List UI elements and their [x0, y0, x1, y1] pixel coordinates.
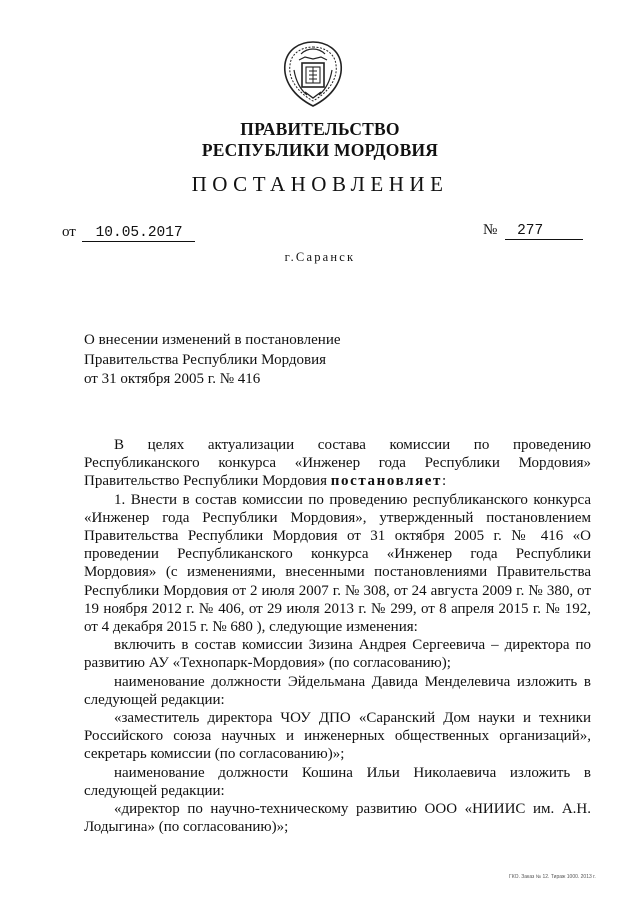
- body-paragraph: включить в состав комиссии Зизина Андрея Сергеевича – директора по развитию АУ «Технопарк-Мордовия» (по согласованию);: [84, 637, 591, 672]
- coat-of-arms-icon: [281, 40, 345, 108]
- document-body: [84, 436, 591, 836]
- government-title: ПРАВИТЕЛЬСТВО: [240, 119, 400, 139]
- print-mark: ГКО. Заказ № 12. Тираж 1000. 2013 г.: [509, 874, 596, 880]
- body-paragraph: наименование должности Эйдельмана Давида Менделевича изложить в следующей редакции:: [84, 673, 591, 708]
- intro-colon: :: [442, 473, 447, 490]
- body-paragraph: «заместитель директора ЧОУ ДПО «Саранский Дом науки и техники Российского союза научных и инженерных общественных организаций», секретарь комиссии (по согласованию)»;: [84, 710, 591, 763]
- document-subject: [84, 331, 341, 390]
- intro-text: В целях актуализации состава комиссии по проведению Республиканского конкурса «Инженер года Республики Мордовия» Правительство Республики Мордовия: [84, 437, 591, 490]
- body-paragraph: наименование должности Кошина Ильи Николаевича изложить в следующей редакции:: [84, 764, 591, 799]
- date-row: [62, 224, 195, 242]
- subject-line: О внесении изменений в постановление: [84, 332, 341, 348]
- subject-line: Правительства Республики Мордовия: [84, 351, 327, 368]
- document-number: 277: [505, 223, 583, 240]
- number-prefix: №: [483, 222, 498, 238]
- item-1-paragraph: 1. Внести в состав комиссии по проведению республиканского конкурса «Инженер года Республики Мордовия», утвержденный постановлением Правительства Республики Мордовия от 31 октября 2005 г. № 416 «О проведении Республиканского конкурса «Инженер года Республики Мордовия» (с изменениями, внесенными постановлениями Правительства Республики Мордовия от 2 июля 2007 г. № 308, от 24 августа 2009 г. № 380, от 19 ноября 2012 г. № 406, от 29 июля 2013 г. № 299, от 8 апреля 2015 г. № 192, от 4 декабря 2015 г. № 680 ), следующие изменения:: [84, 491, 591, 636]
- intro-paragraph: [84, 436, 591, 491]
- subject-line: от 31 октября 2005 г. № 416: [84, 371, 261, 387]
- city: г.Саранск: [284, 250, 356, 264]
- document-date: 10.05.2017: [82, 225, 195, 242]
- body-paragraph: «директор по научно-техническому развитию ООО «НИИИС им. А.Н. Лодыгина» (по согласованию)»;: [84, 801, 591, 836]
- document-type: ПОСТАНОВЛЕНИЕ: [191, 172, 449, 196]
- number-row: [483, 222, 583, 240]
- republic-title: РЕСПУБЛИКИ МОРДОВИЯ: [201, 140, 439, 160]
- resolution-word: постановляет: [330, 473, 443, 490]
- date-prefix: от: [62, 224, 76, 240]
